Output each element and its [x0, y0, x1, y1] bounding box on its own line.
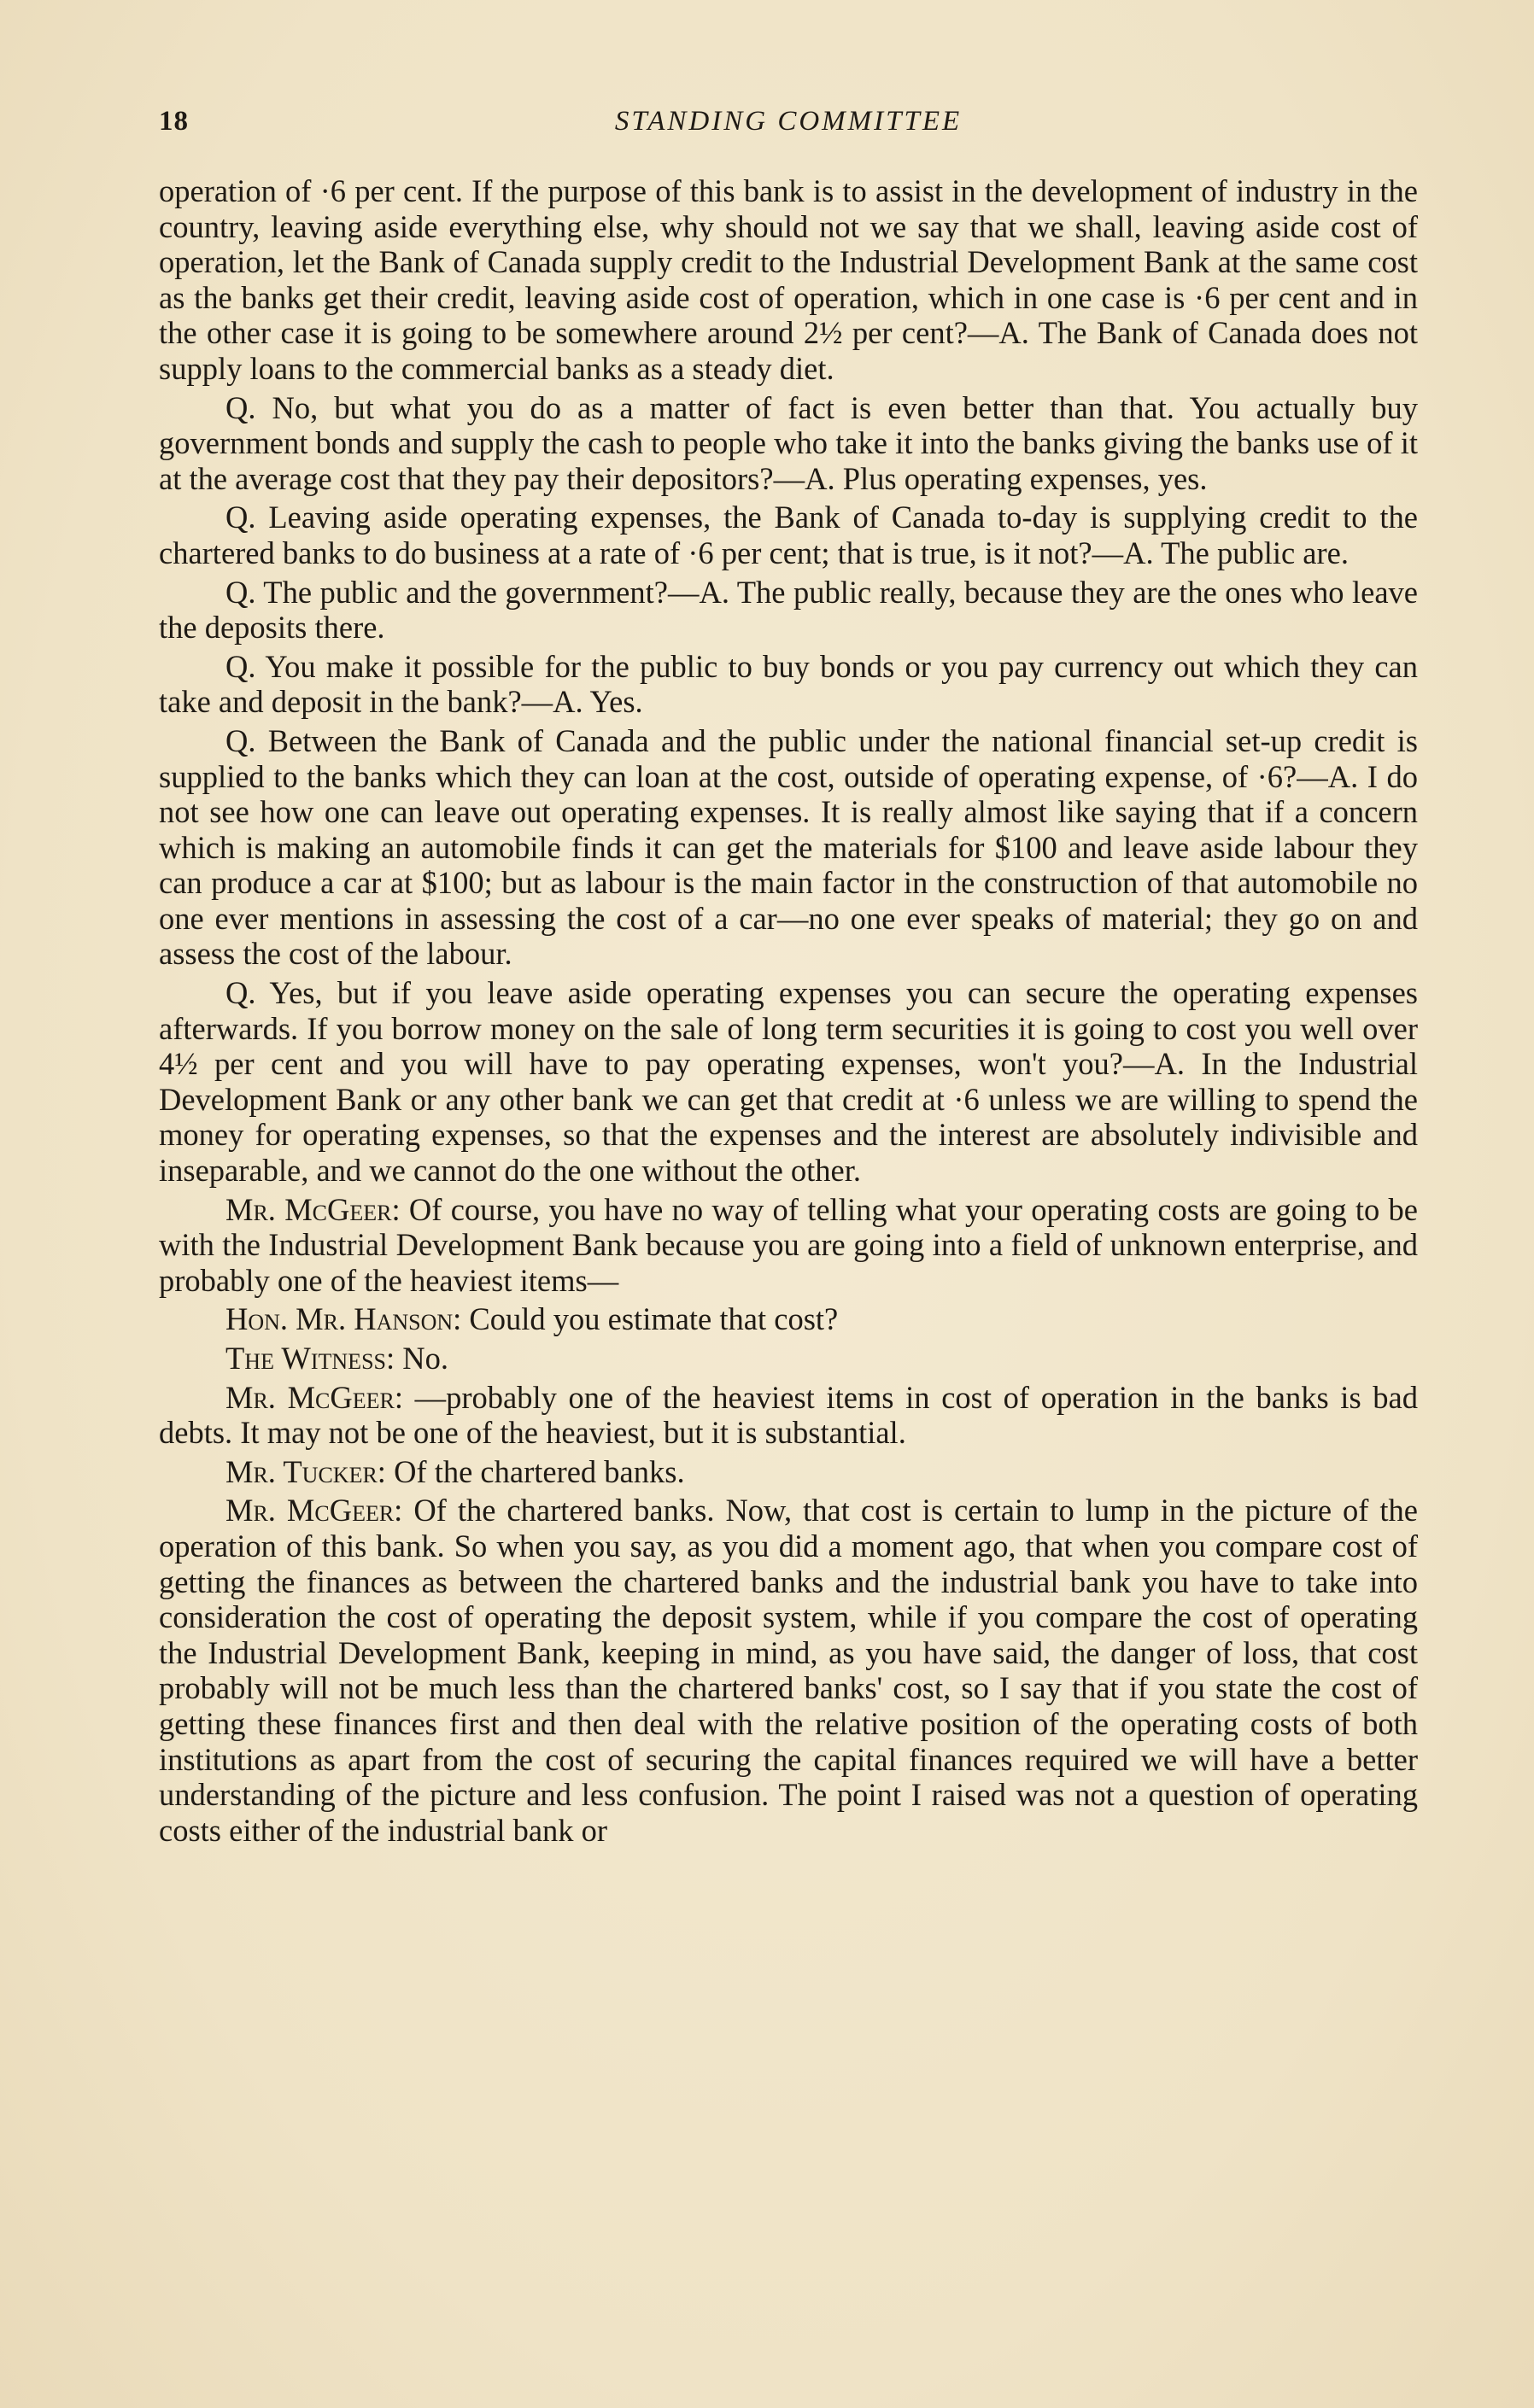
- speaker-name: Mr. McGeer:: [225, 1493, 403, 1528]
- paragraph: [159, 1454, 1418, 1490]
- paragraph-text: Of the chartered banks.: [394, 1453, 685, 1489]
- paragraph: [159, 390, 1418, 497]
- speaker-name: The Witness:: [225, 1341, 395, 1376]
- page-number: 18: [159, 106, 189, 137]
- body-text: [159, 173, 1418, 1848]
- paragraph-text: Q. Leaving aside operating expenses, the Bank of Canada to-day is supplying credit to the chartered banks to do business at a rate of ·6 per cent; that is true, is it not?—A. The public are.: [159, 500, 1418, 570]
- paragraph: [159, 1301, 1418, 1337]
- paragraph-text: No.: [402, 1341, 448, 1376]
- paragraph-text: Q. The public and the government?—A. The public really, because they are the ones who leave the deposits there.: [159, 574, 1418, 646]
- speaker-name: Mr. McGeer:: [225, 1191, 401, 1227]
- paragraph-text: operation of ·6 per cent. If the purpose of this bank is to assist in the development of industry in the country, leaving aside everything else, why should not we say that we shall, leaving aside cost of operation, let the Bank of Canada supply credit to the Industrial Development Bank at the same cost as the banks get their credit, leaving aside cost of operation, which in one case is ·6 per cent and in the other case it is going to be somewhere around 2½ per cent?—A. The Bank of Canada does not supply loans to the commercial banks as a steady diet.: [159, 173, 1418, 386]
- paragraph-text: Q. Yes, but if you leave aside operating expenses you can secure the operating expenses afterwards. If you borrow money on the sale of long term securities it is going to cost you well over 4½ per cent and you will have to pay operating expenses, won't you?—A. In the Industrial Development Bank or any other bank we can get that credit at ·6 unless we are willing to spend the money for operating expenses, so that the expenses and the interest are absolutely indivisible and inseparable, and we cannot do the one without the other.: [159, 975, 1418, 1189]
- speaker-name: Mr. Tucker:: [225, 1453, 386, 1489]
- page-header: [159, 106, 1418, 149]
- paragraph-text: Of the chartered banks. Now, that cost is certain to lump in the picture of the operation of this bank. So when you say, as you did a moment ago, that when you compare cost of getting the finances as between the chartered banks and the industrial bank you have to take into consideration the cost of operating the deposit system, while if you compare the cost of operating the Industrial Development Bank, keeping in mind, as you have said, the danger of loss, that cost probably will not be much less than the chartered banks' cost, so I say that if you state the cost of getting these finances first and then deal with the relative position of the operating costs of both institutions as apart from the cost of securing the capital finances required we will have a better understanding of the picture and less confusion. The point I raised was not a question of operating costs either of the industrial bank or: [159, 1493, 1419, 1848]
- paragraph-text: Could you estimate that cost?: [469, 1301, 839, 1337]
- paragraph: [159, 975, 1418, 1189]
- paragraph-text: Q. No, but what you do as a matter of fact is even better than that. You actually buy government bonds and supply the cash to people who take it into the banks giving the banks use of it at the average cost that they pay their depositors?—A. Plus operating expenses, yes.: [159, 389, 1418, 496]
- paragraph: [159, 649, 1418, 720]
- paragraph: [159, 1341, 1418, 1376]
- paragraph: [159, 500, 1418, 570]
- paragraph-text: Of course, you have no way of telling what your operating costs are going to be with the Industrial Development Bank because you are going into a field of unknown enterprise, and probably one of the heaviest items—: [159, 1191, 1419, 1298]
- paragraph: [159, 1493, 1418, 1848]
- speaker-name: Hon. Mr. Hanson:: [225, 1301, 462, 1337]
- paragraph: [159, 1192, 1418, 1299]
- paragraph: [159, 575, 1418, 646]
- paragraph-text: Q. Between the Bank of Canada and the public under the national financial set-up credit is supplied to the banks which they can loan at the cost, outside of operating expense, of ·6?—A. I do not see how one can leave out operating expenses. It is really almost like saying that if a concern which is making an automobile finds it can get the materials for $100 and leave aside labour they can produce a car at $100; but as labour is the main factor in the construction of that automobile no one ever mentions in assessing the cost of a car—no one ever speaks of material; they go on and assess the cost of the labour.: [159, 722, 1418, 972]
- speaker-name: Mr. McGeer:: [225, 1379, 403, 1415]
- paragraph-text: Q. You make it possible for the public to buy bonds or you pay currency out which they can take and deposit in the bank?—A. Yes.: [159, 648, 1418, 720]
- paragraph: [159, 1380, 1418, 1451]
- paragraph: [159, 723, 1418, 972]
- paragraph-text: —probably one of the heaviest items in cost of operation in the banks is bad debts. It may not be one of the heaviest, but it is substantial.: [159, 1379, 1419, 1451]
- paragraph: [159, 173, 1418, 387]
- running-head: STANDING COMMITTEE: [614, 106, 963, 137]
